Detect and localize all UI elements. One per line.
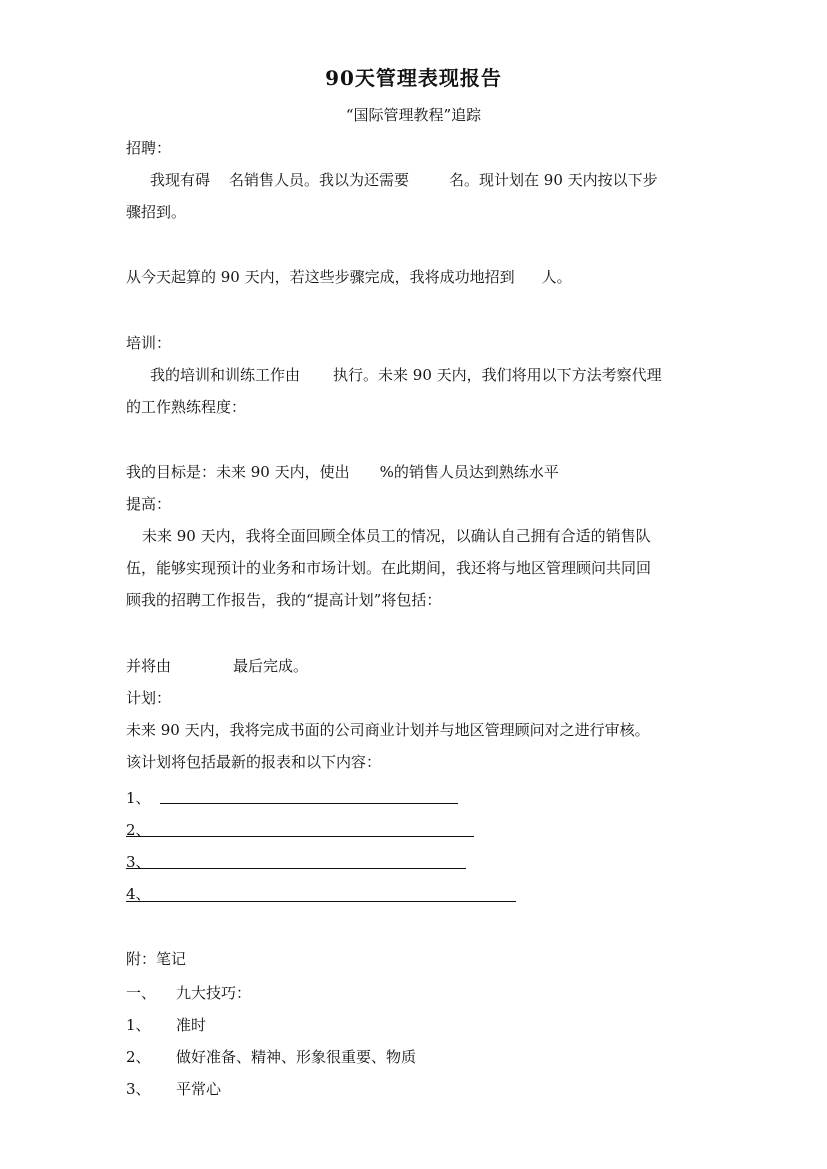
recruit-text-c: 名。现计划在 90 天内按以下步: [449, 171, 658, 189]
training-paragraph-line-1: [150, 365, 662, 385]
tip-text-1: 准时: [176, 1016, 207, 1034]
plan-line-1: 未来 90 天内，我将完成书面的公司商业计划并与地区管理顾问对之进行审核。: [126, 721, 650, 739]
improve-line-1: 未来 90 天内，我将全面回顾全体员工的情况，以确认自己拥有合适的销售队: [142, 527, 651, 545]
plan-item-blank-2: [126, 836, 474, 837]
tip-number-3: 3、: [126, 1080, 151, 1098]
notes-heading: 附：笔记: [126, 950, 187, 968]
improve-completion-text-b: 最后完成。: [233, 657, 309, 675]
recruit-result-unit: 人。: [541, 268, 572, 286]
training-goal-percent: %的销售人员达到熟练水平: [379, 463, 559, 481]
plan-item-blank-1: [160, 803, 458, 804]
plan-item-number-3: 3、: [126, 853, 151, 871]
tip-text-3: 平常心: [176, 1080, 222, 1098]
improve-line-3: 顾我的招聘工作报告，我的“提高计划”将包括：: [126, 591, 442, 609]
notes-section-title: 九大技巧：: [176, 984, 252, 1002]
document-subtitle: “国际管理教程”追踪: [345, 106, 482, 124]
tip-number-2: 2、: [126, 1048, 151, 1066]
recruit-paragraph-line-1: [150, 170, 658, 190]
plan-item-number-2: 2、: [126, 821, 151, 839]
recruit-heading: 招聘：: [126, 139, 172, 157]
plan-item-number-1: 1、: [126, 789, 151, 807]
training-goal-text: 我的目标是：未来 90 天内，使出: [126, 463, 350, 481]
improve-heading: 提高：: [126, 495, 172, 513]
improve-completion-line: [126, 656, 308, 676]
training-paragraph-line-2: 的工作熟练程度：: [126, 398, 247, 416]
plan-heading: 计划：: [126, 689, 172, 707]
recruit-result-line: [126, 267, 572, 287]
plan-item-number-4: 4、: [126, 885, 151, 903]
tip-number-1: 1、: [126, 1016, 151, 1034]
plan-line-2: 该计划将包括最新的报表和以下内容：: [126, 753, 382, 771]
recruit-paragraph-line-2: 骤招到。: [126, 203, 187, 221]
recruit-text-a: 我现有碍: [150, 171, 211, 189]
training-goal-line: [126, 462, 559, 482]
notes-section-number: 一、: [126, 984, 157, 1002]
improve-line-2: 伍，能够实现预计的业务和市场计划。在此期间，我还将与地区管理顾问共同回: [126, 559, 652, 577]
plan-item-blank-4: [126, 901, 516, 902]
improve-completion-text-a: 并将由: [126, 657, 172, 675]
training-heading: 培训：: [126, 334, 172, 352]
recruit-text-b: 名销售人员。我以为还需要: [229, 171, 410, 189]
tip-text-2: 做好准备、精神、形象很重要、物质: [176, 1048, 417, 1066]
recruit-result-text: 从今天起算的 90 天内，若这些步骤完成，我将成功地招到: [126, 268, 515, 286]
training-text-b: 执行。未来 90 天内，我们将用以下方法考察代理: [333, 366, 662, 384]
training-text-a: 我的培训和训练工作由: [150, 366, 301, 384]
plan-item-blank-3: [126, 868, 466, 869]
document-title: 90天管理表现报告: [325, 66, 502, 90]
